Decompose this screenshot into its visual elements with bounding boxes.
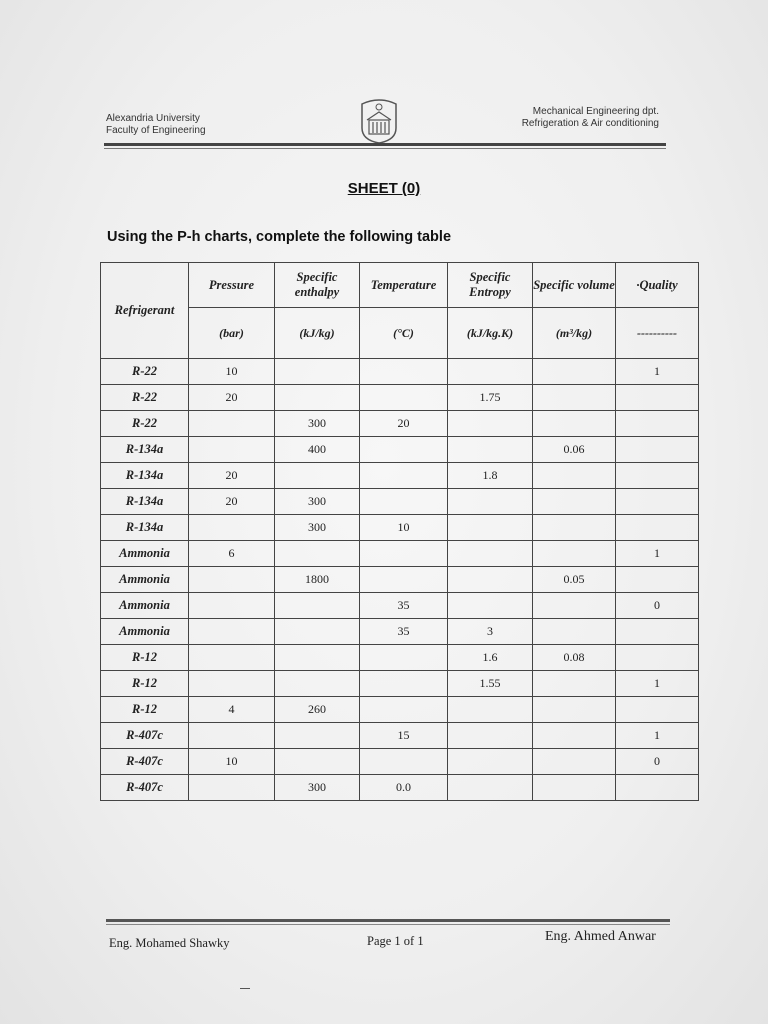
entropy-cell [448, 437, 533, 463]
quality-cell [616, 697, 699, 723]
enthalpy-cell: 300 [275, 775, 360, 801]
temperature-cell: 35 [360, 619, 448, 645]
entropy-cell [448, 411, 533, 437]
temperature-cell: 10 [360, 515, 448, 541]
footer-divider [106, 919, 670, 922]
temperature-cell [360, 645, 448, 671]
faculty-name: Faculty of Engineering [106, 125, 206, 136]
volume-cell: 0.06 [533, 437, 616, 463]
footer-author-left: Eng. Mohamed Shawky [109, 936, 230, 950]
table-row [101, 567, 699, 593]
refrigerant-cell: R-134a [101, 437, 189, 463]
table-row [101, 749, 699, 775]
volume-cell [533, 385, 616, 411]
temperature-cell [360, 567, 448, 593]
entropy-cell [448, 541, 533, 567]
university-logo-icon [358, 98, 400, 144]
quality-cell [616, 463, 699, 489]
volume-cell [533, 723, 616, 749]
volume-cell [533, 411, 616, 437]
pressure-cell [189, 645, 275, 671]
pressure-unit: (bar) [189, 308, 275, 359]
quality-cell [616, 645, 699, 671]
enthalpy-header: Specific enthalpy [275, 263, 360, 308]
volume-header: Specific volume [533, 263, 616, 308]
refrigerant-cell: Ammonia [101, 593, 189, 619]
enthalpy-cell: 300 [275, 515, 360, 541]
quality-cell [616, 489, 699, 515]
pressure-cell: 20 [189, 385, 275, 411]
pressure-cell [189, 437, 275, 463]
instruction-text: Using the P-h charts, complete the following table [107, 229, 452, 245]
refrigerant-cell: R-12 [101, 645, 189, 671]
enthalpy-cell [275, 749, 360, 775]
temperature-unit: (°C) [360, 308, 448, 359]
enthalpy-cell [275, 593, 360, 619]
quality-cell: 1 [616, 541, 699, 567]
pressure-cell: 20 [189, 489, 275, 515]
pressure-cell [189, 619, 275, 645]
refrigerant-cell: R-22 [101, 411, 189, 437]
entropy-cell: 1.75 [448, 385, 533, 411]
header-divider-thin [104, 148, 666, 149]
temperature-cell [360, 697, 448, 723]
footer-author-right: Eng. Ahmed Anwar [545, 929, 656, 944]
entropy-cell [448, 489, 533, 515]
table-row [101, 463, 699, 489]
department-name: Mechanical Engineering dpt. [532, 106, 659, 117]
quality-unit: ---------- [616, 308, 699, 359]
refrigerant-cell: R-22 [101, 385, 189, 411]
enthalpy-cell: 400 [275, 437, 360, 463]
entropy-cell: 1.8 [448, 463, 533, 489]
table-row [101, 541, 699, 567]
refrigerant-cell: R-407c [101, 775, 189, 801]
pressure-cell: 6 [189, 541, 275, 567]
pressure-cell: 10 [189, 359, 275, 385]
quality-cell [616, 515, 699, 541]
temperature-cell: 15 [360, 723, 448, 749]
table-row [101, 385, 699, 411]
temperature-cell [360, 489, 448, 515]
refrigerant-cell: Ammonia [101, 619, 189, 645]
volume-cell: 0.08 [533, 645, 616, 671]
refrigerant-cell: R-134a [101, 515, 189, 541]
pressure-cell [189, 671, 275, 697]
refrigerant-cell: R-12 [101, 671, 189, 697]
pressure-cell [189, 567, 275, 593]
table-row [101, 359, 699, 385]
temperature-cell [360, 541, 448, 567]
enthalpy-cell [275, 619, 360, 645]
refrigerant-header: Refrigerant [101, 263, 189, 359]
quality-cell [616, 385, 699, 411]
refrigerant-table [100, 262, 699, 801]
table-row [101, 645, 699, 671]
quality-cell: 1 [616, 723, 699, 749]
enthalpy-cell: 300 [275, 411, 360, 437]
table-row [101, 671, 699, 697]
quality-cell: 0 [616, 749, 699, 775]
enthalpy-cell [275, 463, 360, 489]
entropy-cell [448, 567, 533, 593]
header-right [522, 106, 659, 130]
table-row [101, 437, 699, 463]
refrigerant-cell: R-407c [101, 723, 189, 749]
volume-cell [533, 593, 616, 619]
entropy-cell: 3 [448, 619, 533, 645]
pressure-cell [189, 723, 275, 749]
pressure-cell [189, 775, 275, 801]
refrigerant-cell: R-22 [101, 359, 189, 385]
quality-cell: 1 [616, 671, 699, 697]
enthalpy-cell: 1800 [275, 567, 360, 593]
temperature-cell: 35 [360, 593, 448, 619]
page-number: Page 1 of 1 [367, 934, 424, 948]
temperature-cell: 0.0 [360, 775, 448, 801]
volume-cell [533, 697, 616, 723]
entropy-cell [448, 723, 533, 749]
entropy-cell [448, 593, 533, 619]
table-row [101, 489, 699, 515]
temperature-cell [360, 359, 448, 385]
volume-cell [533, 489, 616, 515]
course-name: Refrigeration & Air conditioning [521, 118, 659, 129]
refrigerant-cell: R-134a [101, 489, 189, 515]
temperature-cell [360, 385, 448, 411]
entropy-cell [448, 697, 533, 723]
table-row [101, 697, 699, 723]
volume-cell [533, 359, 616, 385]
quality-cell [616, 567, 699, 593]
temperature-cell [360, 671, 448, 697]
sheet-title: SHEET (0) [347, 180, 421, 197]
quality-cell [616, 775, 699, 801]
table-row [101, 411, 699, 437]
temperature-header: Temperature [360, 263, 448, 308]
header-left [106, 113, 206, 137]
temperature-cell [360, 749, 448, 775]
entropy-cell: 1.6 [448, 645, 533, 671]
table-row [101, 619, 699, 645]
entropy-cell [448, 515, 533, 541]
pressure-header: Pressure [189, 263, 275, 308]
header-divider [104, 143, 666, 146]
volume-unit: (m³/kg) [533, 308, 616, 359]
volume-cell [533, 775, 616, 801]
entropy-unit: (kJ/kg.K) [448, 308, 533, 359]
enthalpy-cell [275, 645, 360, 671]
enthalpy-unit: (kJ/kg) [275, 308, 360, 359]
stray-mark [240, 988, 250, 989]
enthalpy-cell [275, 723, 360, 749]
volume-cell [533, 515, 616, 541]
footer-divider-thin [106, 924, 670, 925]
entropy-cell [448, 775, 533, 801]
temperature-cell [360, 437, 448, 463]
refrigerant-cell: R-134a [101, 463, 189, 489]
pressure-cell: 20 [189, 463, 275, 489]
enthalpy-cell: 300 [275, 489, 360, 515]
volume-cell [533, 541, 616, 567]
table-row [101, 723, 699, 749]
volume-cell [533, 671, 616, 697]
entropy-cell [448, 749, 533, 775]
table-row [101, 515, 699, 541]
pressure-cell [189, 411, 275, 437]
table-row [101, 593, 699, 619]
temperature-cell: 20 [360, 411, 448, 437]
pressure-cell [189, 593, 275, 619]
refrigerant-cell: Ammonia [101, 567, 189, 593]
volume-cell [533, 463, 616, 489]
university-name: Alexandria University [106, 113, 200, 124]
enthalpy-cell [275, 359, 360, 385]
table-body [101, 359, 699, 801]
refrigerant-cell: R-407c [101, 749, 189, 775]
enthalpy-cell [275, 385, 360, 411]
quality-cell [616, 411, 699, 437]
entropy-cell [448, 359, 533, 385]
table-row [101, 775, 699, 801]
quality-header: ·Quality [616, 263, 699, 308]
quality-cell: 0 [616, 593, 699, 619]
quality-cell: 1 [616, 359, 699, 385]
volume-cell [533, 619, 616, 645]
pressure-cell: 10 [189, 749, 275, 775]
entropy-cell: 1.55 [448, 671, 533, 697]
quality-cell [616, 437, 699, 463]
enthalpy-cell [275, 541, 360, 567]
enthalpy-cell: 260 [275, 697, 360, 723]
pressure-cell: 4 [189, 697, 275, 723]
refrigerant-cell: R-12 [101, 697, 189, 723]
pressure-cell [189, 515, 275, 541]
volume-cell [533, 749, 616, 775]
enthalpy-cell [275, 671, 360, 697]
refrigerant-cell: Ammonia [101, 541, 189, 567]
volume-cell: 0.05 [533, 567, 616, 593]
entropy-header: Specific Entropy [448, 263, 533, 308]
temperature-cell [360, 463, 448, 489]
quality-cell [616, 619, 699, 645]
